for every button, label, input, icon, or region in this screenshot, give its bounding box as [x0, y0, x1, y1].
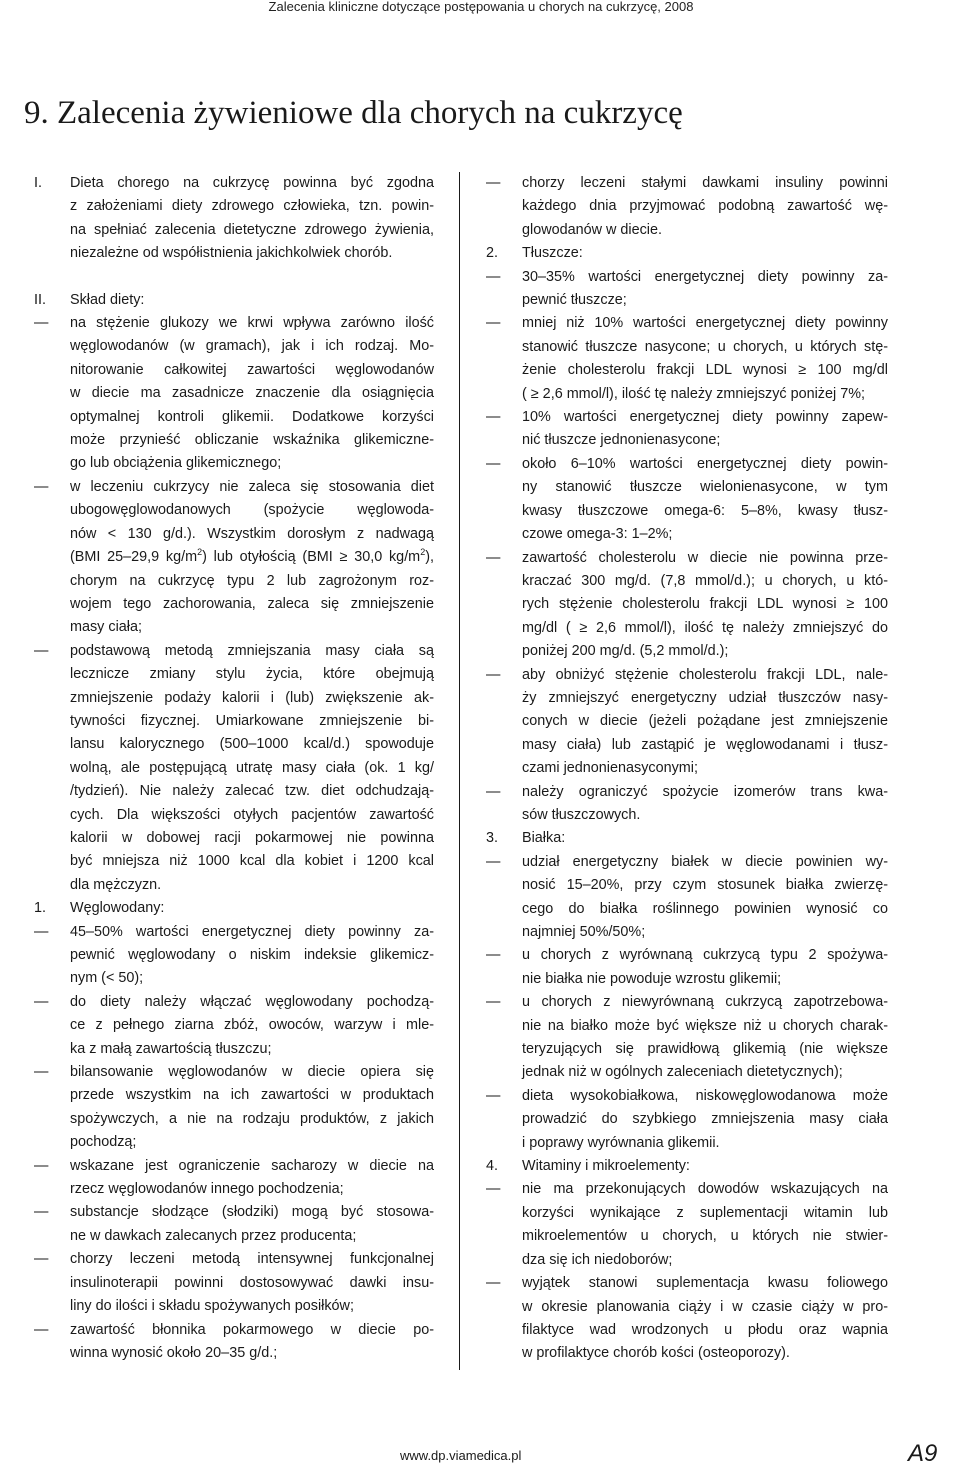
- bullet-text: [522, 453, 888, 547]
- bullet-text: [70, 1201, 434, 1248]
- section-numeral: II.: [34, 291, 46, 308]
- bullet-item: [486, 781, 888, 828]
- dash-marker: —: [486, 1181, 501, 1198]
- bullet-item: [34, 921, 434, 991]
- bullet-text: [70, 1248, 434, 1318]
- text-line: /tydzień). Nie należy zalecać tzw. diet odchudzają-: [70, 783, 434, 800]
- bullet-item: [486, 266, 888, 313]
- text-line: sów tłuszczowych.: [522, 806, 641, 823]
- text-line: z założeniami diety zdrowego człowieka, tzn. powin-: [70, 198, 434, 215]
- text-line: w diecie ma zasadnicze znaczenie dla osiągnięcia: [70, 385, 434, 402]
- bullet-text: [70, 476, 434, 640]
- text-line: zawartość cholesterolu w diecie nie powinna prze-: [522, 549, 888, 566]
- text-line: ży zmniejszyć energetyczny udział tłuszczów nasy-: [522, 689, 888, 706]
- text-line: dla mężczyzn.: [70, 876, 162, 893]
- bullet-text: [70, 1155, 434, 1202]
- bullet-item: [34, 1155, 434, 1202]
- section-title: Białka:: [522, 830, 566, 847]
- text-line: zmniejszenie podaży kalorii i (lub) zwiększenie ak-: [70, 689, 434, 706]
- text-line: chorzy leczeni metodą intensywnej funkcjonalnej: [70, 1251, 434, 1268]
- text-line: masy ciała) lub zastąpić je węglowodanami i tłusz-: [522, 736, 888, 753]
- text-line: i poprawy wyrównania glikemii.: [522, 1134, 720, 1151]
- text-line: wyjątek stanowi suplementacja kwasu foliowego: [522, 1275, 888, 1292]
- section-title: Tłuszcze:: [522, 245, 583, 262]
- bullet-item: [486, 1085, 888, 1155]
- text-line: żenie cholesterolu frakcji LDL wynosi ≥ 100 mg/dl: [522, 362, 888, 379]
- text-line: ka z małą zawartością tłuszczu;: [70, 1040, 272, 1057]
- text-line: cych. Dla większości otyłych pacjentów zawartość: [70, 806, 434, 823]
- bullet-item: [34, 640, 434, 897]
- text-line: najmniej 50%/50%;: [522, 924, 646, 940]
- bmi-part: 2: [197, 547, 203, 558]
- dash-marker: —: [34, 478, 49, 495]
- dash-marker: —: [34, 1064, 49, 1081]
- section-number: 3.: [486, 830, 499, 847]
- section-heading: [486, 1155, 888, 1178]
- text-line: masy ciała;: [70, 619, 142, 636]
- text-line: aby obniżyć stężenie cholesterolu frakcji LDL, nale-: [522, 666, 888, 683]
- text-line: kraczać 300 mg/d. (7,8 mmol/d.); u chorych, u któ-: [522, 572, 888, 589]
- section-number: 1.: [34, 900, 47, 917]
- text-line: ne w dawkach zalecanych przez producenta;: [70, 1227, 357, 1244]
- bullet-item: [34, 1201, 434, 1248]
- section-heading: [486, 242, 888, 265]
- text-line: dza się ich niedoborów;: [522, 1251, 673, 1268]
- bmi-part: ≥: [339, 549, 348, 566]
- section-ii-heading: [34, 289, 434, 312]
- text-line: pewnić węglowodany o niskim indeksie glikemicz-: [70, 947, 434, 963]
- text-line: glowodanów w diecie.: [522, 221, 662, 238]
- text-line: poniżej 200 mg/d. (5,2 mmol/d.);: [522, 643, 729, 660]
- text-line: na spełniać zalecenia dietetyczne zdrowego żywienia,: [70, 221, 434, 238]
- bullet-text: [522, 1178, 888, 1272]
- bullet-text: [522, 172, 888, 242]
- text-line: nie ma przekonujących dowodów wskazujących na: [522, 1181, 888, 1198]
- text-line: do diety należy włączać węglowodany pochodzą-: [70, 993, 434, 1010]
- text-line: pochodzą;: [70, 1134, 137, 1151]
- text-line: 45–50% wartości energetycznej diety powinny za-: [70, 923, 434, 940]
- text-line: każdego dnia przyjmować podobną zawartość wę-: [522, 198, 888, 215]
- text-line: kalorii w dobowej racji pokarmowej nie powinna: [70, 829, 434, 846]
- dash-marker: —: [486, 1275, 501, 1292]
- section-title: Witaminy i mikroelementy:: [522, 1158, 690, 1175]
- section-title: Węglowodany:: [70, 900, 165, 917]
- text-line: nów < 130 g/d.). Wszystkim dorosłym z nadwagą: [70, 525, 434, 542]
- bmi-part: 2: [420, 547, 426, 558]
- text-line: conych w diecie (jeżeli pożądane jest zmniejszenie: [522, 713, 888, 730]
- bullet-item: [486, 944, 888, 991]
- text-line: ny stanowić tłuszcze wielonienasycone, w tym: [522, 479, 888, 496]
- bullet-text: [70, 1319, 434, 1366]
- text-line: wolną, ale postępującą utratę masy ciała (ok. 1 kg/: [70, 759, 434, 776]
- dash-marker: —: [34, 923, 49, 940]
- bmi-part: ) lub otyłością (BMI: [202, 549, 340, 566]
- text-line: chorzy leczeni stałymi dawkami insuliny powinni: [522, 175, 888, 191]
- bmi-part: (BMI 25–29,9 kg/m: [70, 549, 198, 566]
- section-number: 2.: [486, 245, 499, 262]
- bullet-text: [522, 851, 888, 945]
- dash-marker: —: [486, 947, 501, 964]
- text-line: czowe omega-3: 1–2%;: [522, 526, 673, 543]
- dash-marker: —: [486, 853, 501, 870]
- text-line: winna wynosić około 20–35 g/d.;: [70, 1344, 278, 1361]
- text-line: nitorowanie całkowitej zawartości węglowodanów: [70, 361, 434, 378]
- text-line: 30–35% wartości energetycznej diety powinny za-: [522, 268, 888, 285]
- text-line: go lub obciążenia glikemicznego;: [70, 455, 282, 472]
- text-line: nie białka nie powoduje wzrostu glikemii;: [522, 970, 782, 987]
- text-line: rzecz węglowodanów innego pochodzenia;: [70, 1181, 344, 1198]
- text-line: mniej niż 10% wartości energetycznej diety powinny: [522, 315, 888, 332]
- section-heading: [486, 827, 888, 850]
- text-line: nosić 15–20%, przy czym stosunek białka zwierzę-: [522, 877, 888, 894]
- bullet-text: [70, 991, 434, 1061]
- text-line: podstawową metodą zmniejszania masy ciała są: [70, 642, 434, 659]
- text-line: węglowodanów (w gramach), jak i ich rodzaj. Mo-: [70, 338, 434, 355]
- bullet-text: [70, 921, 434, 991]
- bullet-item: [486, 547, 888, 664]
- chapter-title: 9. Zalecenia żywieniowe dla chorych na cukrzycę: [24, 95, 683, 131]
- text-line: jednak niż w ogólnych zaleceniach dietetycznych);: [522, 1064, 843, 1081]
- bullet-item: [34, 312, 434, 476]
- text-line: lansu kalorycznego (500–1000 kcal/d.) spowoduje: [70, 736, 434, 753]
- text-line: wskazane jest ograniczenie sacharozy w diecie na: [70, 1157, 434, 1174]
- dash-marker: —: [486, 549, 501, 566]
- text-line: na stężenie glukozy we krwi wpływa zarówno ilość: [70, 315, 434, 332]
- bullet-item: [486, 172, 888, 242]
- text-line: u chorych z niewyrównaną cukrzycą zapotrzebowa-: [522, 994, 888, 1011]
- bullet-item: [486, 664, 888, 781]
- text-line: liny do ilości i składu spożywanych posiłków;: [70, 1298, 354, 1315]
- bullet-item: [34, 991, 434, 1061]
- dash-marker: —: [34, 1251, 49, 1268]
- bullet-item: [34, 1061, 434, 1155]
- dash-marker: —: [486, 1087, 501, 1104]
- bullet-text: [522, 944, 888, 991]
- bullet-text: [522, 406, 888, 453]
- dash-marker: —: [486, 994, 501, 1011]
- section-number: 4.: [486, 1158, 499, 1175]
- text-line: mikroelementów u chorych, u których nie stwier-: [522, 1228, 888, 1245]
- bullet-item: [34, 476, 434, 640]
- bullet-text: [522, 781, 888, 828]
- section-heading: [34, 897, 434, 920]
- text-line: niezależne od współistnienia jakichkolwiek chorób.: [70, 245, 393, 262]
- dash-marker: —: [34, 642, 49, 659]
- bullet-item: [34, 1319, 434, 1366]
- left-column-content: [34, 172, 434, 1365]
- section-title: Skład diety:: [70, 291, 145, 308]
- dash-marker: —: [34, 993, 49, 1010]
- dash-marker: —: [486, 409, 501, 426]
- bullet-text: [70, 1061, 434, 1155]
- text-line: być mniejsza niż 1000 kcal dla kobiet i 1200 kcal: [70, 853, 434, 870]
- dash-marker: —: [486, 783, 501, 800]
- bullet-item: [34, 1248, 434, 1318]
- dash-marker: —: [34, 1321, 49, 1338]
- bmi-part: ),: [425, 549, 434, 566]
- text-line: ( ≥ 2,6 mmol/l), ilość tę należy zmniejszyć poniżej 7%;: [522, 385, 865, 402]
- text-line: przede wszystkim na ich zawartości w produktach: [70, 1087, 434, 1104]
- left-column: [34, 172, 434, 1365]
- text-line: optymalnej kontroli glikemii. Dodatkowe korzyści: [70, 408, 434, 425]
- text-line: nym (< 50);: [70, 970, 144, 987]
- right-column-content: [486, 172, 888, 1366]
- bullet-item: [486, 1178, 888, 1272]
- text-line: stanowić tłuszcze nasycone; u chorych, u których stę-: [522, 338, 888, 355]
- bullet-text: [70, 640, 434, 897]
- text-line: cego do białka roślinnego powinien wynosić co: [522, 900, 888, 917]
- dash-marker: —: [486, 268, 501, 285]
- bullet-text: [522, 991, 888, 1085]
- text-line: ce z pełnego ziarna zbóż, owoców, warzyw i mle-: [70, 1017, 434, 1034]
- text-line: w okresie planowania ciąży i w czasie ciąży w pro-: [522, 1298, 888, 1315]
- text-line: może przynieść obliczanie wskaźnika glikemiczne-: [70, 432, 434, 449]
- dash-marker: —: [34, 1157, 49, 1174]
- bullet-text: [522, 312, 888, 406]
- text-line: mg/dl ( ≥ 2,6 mmol/l), ilość tę należy zmniejszyć do: [522, 619, 888, 636]
- text-line: w profilaktyce chorób kości (osteoporozy).: [522, 1345, 790, 1362]
- text-line: teryzujących się prawidłową glikemią (nie większe: [522, 1041, 888, 1058]
- bullet-item: [486, 453, 888, 547]
- running-header: Zalecenia kliniczne dotyczące postępowania u chorych na cukrzycę, 2008: [268, 0, 694, 14]
- right-column: [486, 172, 888, 1366]
- text-line: filaktyce wad wrodzonych u płodu oraz wapnia: [522, 1321, 888, 1338]
- text-line: korzyści wynikające z suplementacji witamin lub: [522, 1204, 888, 1221]
- text-line: substancje słodzące (słodziki) mogą być stosowa-: [70, 1204, 434, 1221]
- text-line: dieta wysokobiałkowa, niskowęglowodanowa może: [522, 1087, 888, 1104]
- bullet-item: [486, 1272, 888, 1366]
- bullet-item: [486, 312, 888, 406]
- dash-marker: —: [34, 315, 49, 332]
- text-line: udział energetyczny białek w diecie powinien wy-: [522, 853, 888, 870]
- text-line: wojem tego zachorowania, zaleca się zmniejszenie: [70, 595, 434, 612]
- bullet-text: [522, 664, 888, 781]
- text-line: ubogowęglowodanowych (spożycie węglowoda-: [70, 502, 434, 519]
- text-line: zawartość błonnika pokarmowego w diecie po-: [70, 1321, 434, 1338]
- text-line: nie na białko może być większe niż u chorych charak-: [522, 1017, 888, 1034]
- section-numeral: I.: [34, 175, 42, 191]
- text-line: 10% wartości energetycznej diety powinny zapew-: [522, 409, 888, 426]
- bullet-item: [486, 851, 888, 945]
- text-line: chorym na cukrzycę typu 2 lub zagrożonym roz-: [70, 572, 434, 589]
- text-line: prowadzić do szybkiego zmniejszenia masy ciała: [522, 1111, 888, 1128]
- column-divider: [459, 172, 460, 1370]
- bullet-text: [522, 1085, 888, 1155]
- bullet-text: [522, 266, 888, 313]
- text-line: tywności fizycznej. Umiarkowane zmniejszenie bi-: [70, 712, 434, 729]
- text-line: bilansowanie węglowodanów w diecie opiera się: [70, 1064, 434, 1081]
- text-line: nić tłuszcze jednonienasycone;: [522, 432, 721, 449]
- text-line: czami jednonienasyconymi;: [522, 760, 698, 777]
- text-line: u chorych z wyrównaną cukrzycą typu 2 spożywa-: [522, 947, 888, 964]
- text-line: lecznicze zmiany stylu życia, które obejmują: [70, 666, 434, 683]
- text-line: w leczeniu cukrzycy nie zaleca się stosowania diet: [70, 478, 434, 495]
- bullet-text: [522, 547, 888, 664]
- dash-marker: —: [34, 1204, 49, 1221]
- bullet-item: [486, 991, 888, 1085]
- bmi-part: 30,0 kg/m: [347, 549, 421, 566]
- bmi-line: [70, 546, 434, 569]
- dash-marker: —: [486, 666, 501, 683]
- dash-marker: —: [486, 175, 501, 191]
- text-line: Dieta chorego na cukrzycę powinna być zgodna: [70, 175, 434, 191]
- text-line: około 6–10% wartości energetycznej diety powin-: [522, 455, 888, 472]
- bullet-item: [486, 406, 888, 453]
- section-text: [70, 172, 434, 266]
- text-line: pewnić tłuszcze;: [522, 292, 627, 309]
- text-line: kwasy tłuszczowe omega-6: 5–8%, kwasy tłusz-: [522, 502, 888, 519]
- page-number: A9: [908, 1440, 938, 1467]
- footer-url: www.dp.viamedica.pl: [400, 1448, 522, 1463]
- bullet-text: [70, 312, 434, 476]
- section-i: [34, 172, 434, 266]
- dash-marker: —: [486, 455, 501, 472]
- dash-marker: —: [486, 315, 501, 332]
- text-line: insulinoterapii powinni dostosowywać dawki insu-: [70, 1274, 434, 1291]
- bullet-text: [522, 1272, 888, 1366]
- text-line: rych stężenie cholesterolu frakcji LDL wynosi ≥ 100: [522, 596, 888, 613]
- text-line: spożywczych, a nie na rodzaju produktów, z jakich: [70, 1110, 434, 1127]
- text-line: należy ograniczyć spożycie izomerów trans kwa-: [522, 783, 888, 800]
